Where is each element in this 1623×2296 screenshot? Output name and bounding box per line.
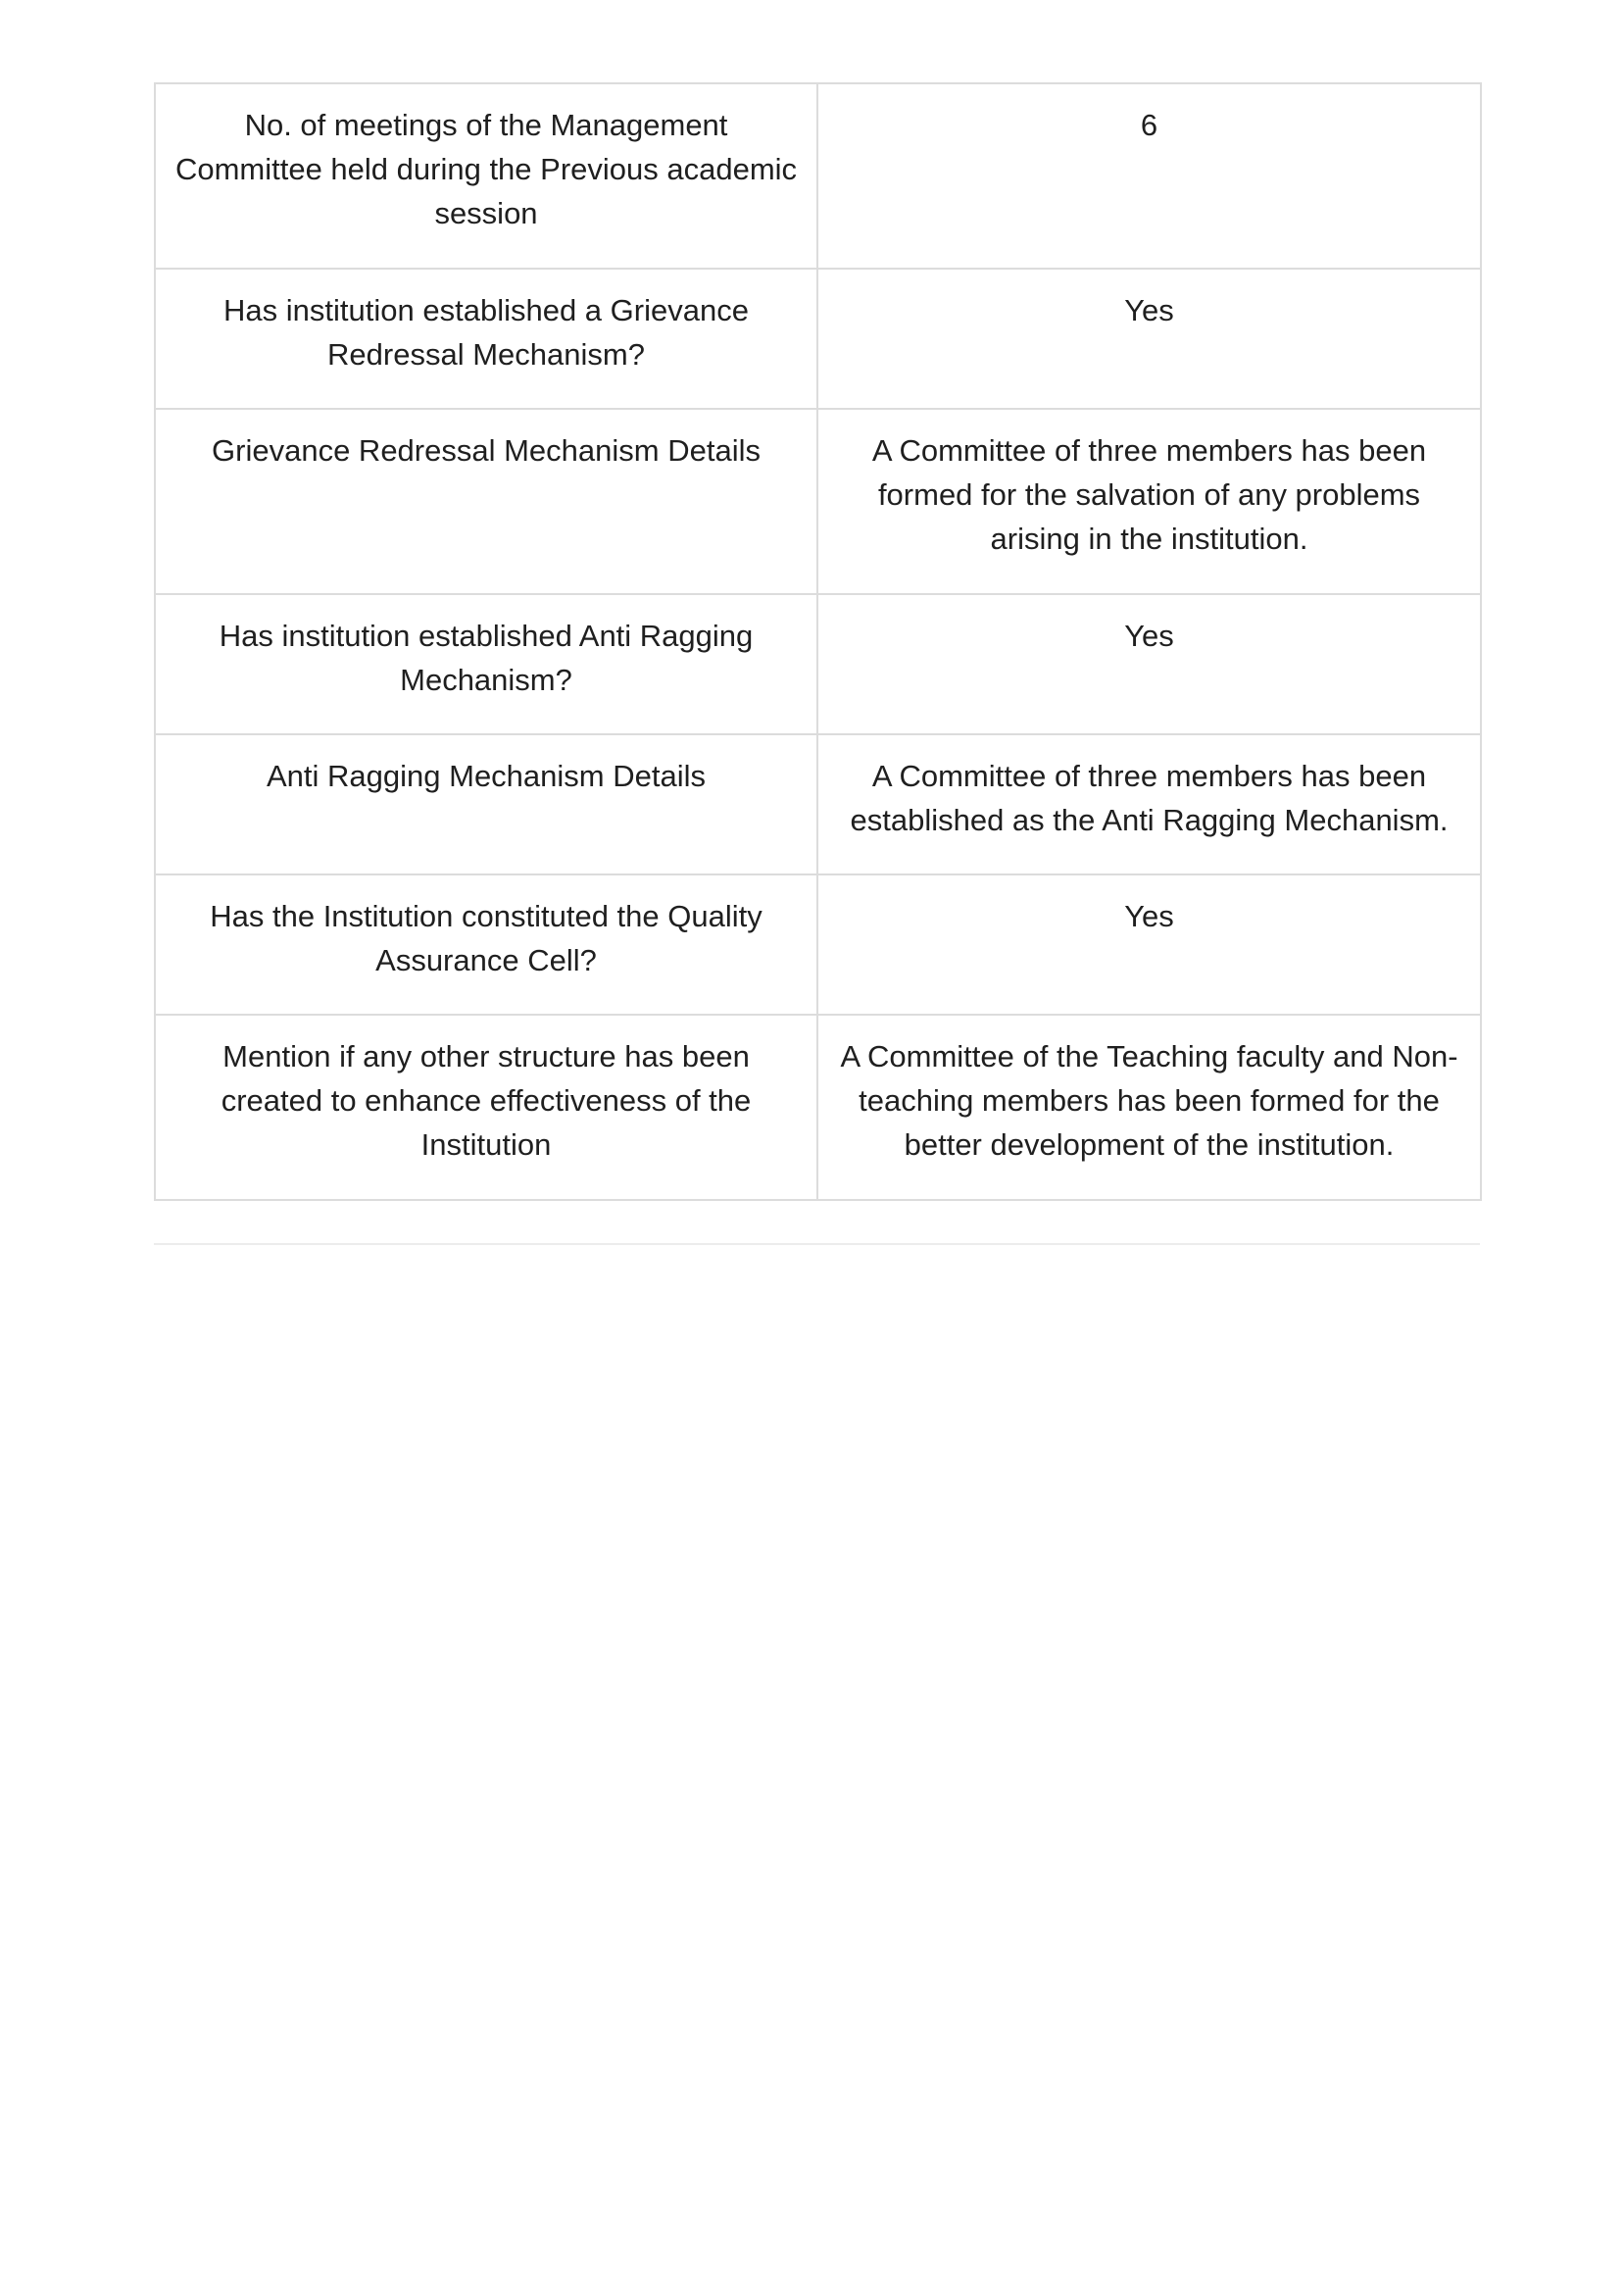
governance-details-table <box>154 82 1482 1201</box>
answer-cell: A Committee of three members has been established as the Anti Ragging Mechanism. <box>817 734 1481 874</box>
answer-cell: Yes <box>817 269 1481 409</box>
question-cell: Has institution established a Grievance Redressal Mechanism? <box>155 269 817 409</box>
table-row <box>155 734 1481 874</box>
table-row <box>155 874 1481 1015</box>
question-cell: No. of meetings of the Management Committee held during the Previous academic session <box>155 83 817 269</box>
table-row <box>155 594 1481 734</box>
table-row <box>155 269 1481 409</box>
question-cell: Has the Institution constituted the Quality Assurance Cell? <box>155 874 817 1015</box>
table-row <box>155 83 1481 269</box>
answer-cell: Yes <box>817 874 1481 1015</box>
answer-cell: A Committee of three members has been formed for the salvation of any problems arising in the institution. <box>817 409 1481 594</box>
question-cell: Grievance Redressal Mechanism Details <box>155 409 817 594</box>
table-row <box>155 1015 1481 1200</box>
answer-cell: Yes <box>817 594 1481 734</box>
answer-cell: 6 <box>817 83 1481 269</box>
question-cell: Anti Ragging Mechanism Details <box>155 734 817 874</box>
footer-divider <box>154 1243 1480 1245</box>
answer-cell: A Committee of the Teaching faculty and Non-teaching members has been formed for the better development of the institution. <box>817 1015 1481 1200</box>
question-cell: Has institution established Anti Ragging Mechanism? <box>155 594 817 734</box>
table-row <box>155 409 1481 594</box>
question-cell: Mention if any other structure has been created to enhance effectiveness of the Institution <box>155 1015 817 1200</box>
